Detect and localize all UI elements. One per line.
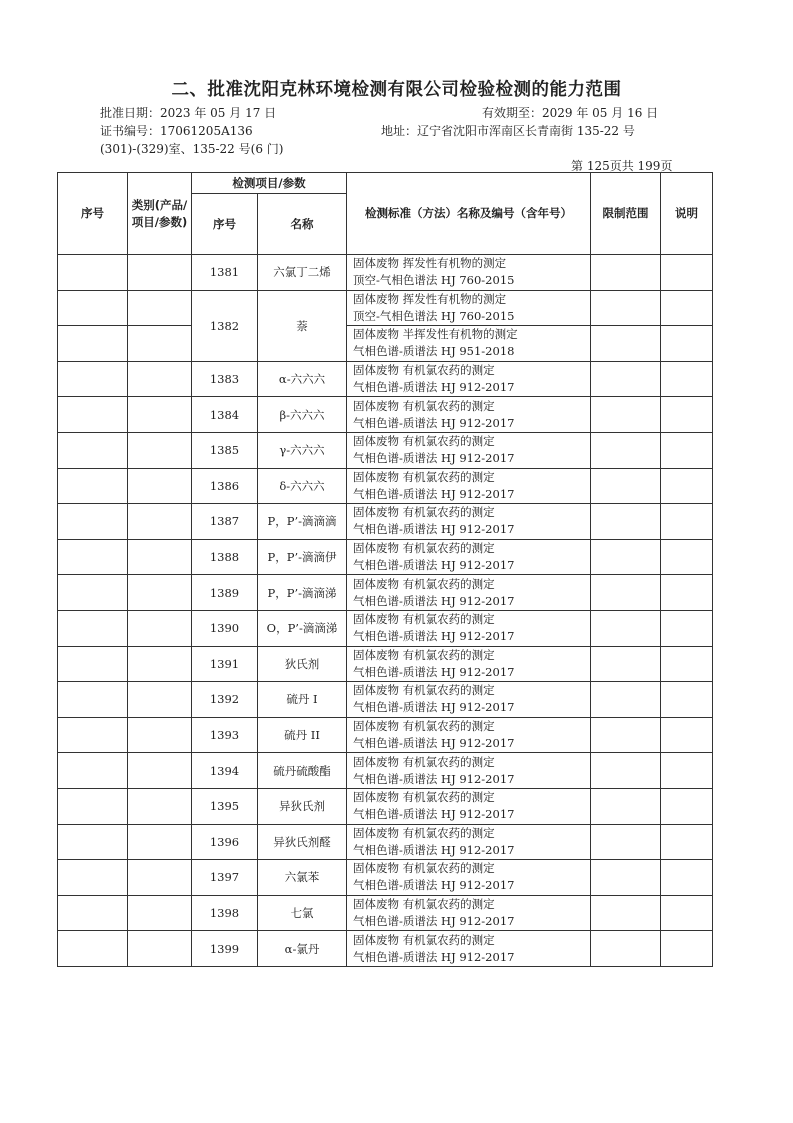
cell-note [661,539,713,575]
cell-standard [347,290,591,326]
cell-standard [347,824,591,860]
cell-standard [347,468,591,504]
cell-note [661,753,713,789]
cell-seq [58,788,128,824]
cell-limit [591,468,661,504]
cell-category [128,326,192,362]
cell-category [128,610,192,646]
standard-line: 固体废物 有机氯农药的测定 [353,363,495,378]
cell-category [128,255,192,291]
cell-item-no: 1397 [192,860,258,896]
header-item-seq: 序号 [192,194,258,255]
cell-limit [591,931,661,967]
cell-item-no: 1381 [192,255,258,291]
cell-note [661,468,713,504]
cell-note [661,361,713,397]
standard-line: 气相色谱-质谱法 HJ 912-2017 [353,949,515,964]
cell-standard [347,895,591,931]
table-row [58,468,713,504]
cell-standard [347,361,591,397]
cell-item-name: β-六六六 [258,397,347,433]
cell-category [128,788,192,824]
cell-note [661,504,713,540]
cell-category [128,290,192,326]
standard-line: 气相色谱-质谱法 HJ 912-2017 [353,522,515,537]
header-limit: 限制范围 [591,173,661,255]
cell-item-no: 1383 [192,361,258,397]
approval-date: 批准日期：2023 年 05 月 17 日 [100,106,277,120]
cell-item-no: 1389 [192,575,258,611]
standard-line: 固体废物 有机氯农药的测定 [353,469,495,484]
cell-limit [591,610,661,646]
cell-category [128,824,192,860]
cell-note [661,432,713,468]
header-seq: 序号 [58,173,128,255]
table-row [58,788,713,824]
cell-item-no: 1386 [192,468,258,504]
cell-note [661,860,713,896]
table-row [58,255,713,291]
table-row [58,397,713,433]
cell-note [661,290,713,326]
cell-standard [347,432,591,468]
cell-item-no: 1392 [192,682,258,718]
cell-item-name: γ-六六六 [258,432,347,468]
standard-line: 气相色谱-质谱法 HJ 912-2017 [353,736,515,751]
standard-line: 固体废物 挥发性有机物的测定 [353,291,507,306]
cell-item-no: 1393 [192,717,258,753]
standard-line: 气相色谱-质谱法 HJ 912-2017 [353,913,515,928]
cell-category [128,432,192,468]
header-category: 类别(产品/项目/参数) [128,173,192,255]
cell-category [128,682,192,718]
cell-item-name: 狄氏剂 [258,646,347,682]
cell-item-name: δ-六六六 [258,468,347,504]
cell-standard [347,397,591,433]
cell-category [128,646,192,682]
table-row [58,610,713,646]
cell-limit [591,895,661,931]
standard-line: 气相色谱-质谱法 HJ 951-2018 [353,344,515,359]
cell-seq [58,504,128,540]
table-row [58,860,713,896]
page-info: 第 125页共 199页 [571,159,673,173]
header-item-name: 名称 [258,194,347,255]
cell-item-no: 1396 [192,824,258,860]
table-row [58,717,713,753]
cell-item-name: α-氯丹 [258,931,347,967]
cell-item-name: 六氯丁二烯 [258,255,347,291]
cell-limit [591,575,661,611]
cell-category [128,468,192,504]
cell-note [661,717,713,753]
cell-note [661,610,713,646]
cell-seq [58,397,128,433]
cell-limit [591,646,661,682]
address: 地址：辽宁省沈阳市浑南区长青南街 135-22 号 [381,124,635,138]
cell-item-name: 六氯苯 [258,860,347,896]
cell-seq [58,717,128,753]
cell-category [128,931,192,967]
table-row [58,539,713,575]
cell-seq [58,255,128,291]
cell-limit [591,788,661,824]
cell-category [128,575,192,611]
cell-note [661,326,713,362]
header-note: 说明 [661,173,713,255]
cell-seq [58,610,128,646]
standard-line: 固体废物 有机氯农药的测定 [353,434,495,449]
cell-seq [58,361,128,397]
cell-seq [58,432,128,468]
cell-item-no: 1398 [192,895,258,931]
standard-line: 固体废物 有机氯农药的测定 [353,861,495,876]
cell-limit [591,326,661,362]
cell-item-name: 异狄氏剂 [258,788,347,824]
standard-line: 气相色谱-质谱法 HJ 912-2017 [353,842,515,857]
cell-seq [58,824,128,860]
cell-item-no: 1394 [192,753,258,789]
cell-item-no: 1382 [192,290,258,361]
standard-line: 固体废物 有机氯农药的测定 [353,647,495,662]
standard-line: 固体废物 有机氯农药的测定 [353,896,495,911]
standard-line: 固体废物 有机氯农药的测定 [353,932,495,947]
cell-category [128,753,192,789]
cell-limit [591,860,661,896]
standard-line: 顶空-气相色谱法 HJ 760-2015 [353,273,515,288]
cell-note [661,397,713,433]
cell-note [661,575,713,611]
table-row [58,931,713,967]
standard-line: 固体废物 挥发性有机物的测定 [353,256,507,271]
cell-standard [347,860,591,896]
cell-limit [591,824,661,860]
cell-limit [591,753,661,789]
standard-line: 固体废物 有机氯农药的测定 [353,719,495,734]
cell-category [128,397,192,433]
cell-seq [58,290,128,326]
header-item-group: 检测项目/参数 [192,173,347,194]
cell-standard [347,610,591,646]
standard-line: 固体废物 半挥发性有机物的测定 [353,327,518,342]
cell-seq [58,895,128,931]
cell-category [128,504,192,540]
address-continued: (301)-(329)室、135-22 号(6 门) [100,142,284,156]
cell-standard [347,646,591,682]
standard-line: 固体废物 有机氯农药的测定 [353,754,495,769]
cell-seq [58,931,128,967]
cell-standard [347,255,591,291]
cell-item-name: 异狄氏剂醛 [258,824,347,860]
standard-line: 气相色谱-质谱法 HJ 912-2017 [353,664,515,679]
cell-item-name: P，P’-滴滴滴 [258,504,347,540]
standard-line: 气相色谱-质谱法 HJ 912-2017 [353,771,515,786]
cell-limit [591,432,661,468]
cell-item-name: P，P’-滴滴涕 [258,575,347,611]
cell-limit [591,361,661,397]
cell-note [661,255,713,291]
cell-item-name: 硫丹 I [258,682,347,718]
cell-limit [591,290,661,326]
cell-item-no: 1388 [192,539,258,575]
standard-line: 气相色谱-质谱法 HJ 912-2017 [353,415,515,430]
cell-item-name: 硫丹 II [258,717,347,753]
standard-line: 气相色谱-质谱法 HJ 912-2017 [353,807,515,822]
cell-item-no: 1387 [192,504,258,540]
table-row [58,646,713,682]
cell-item-name: O，P’-滴滴涕 [258,610,347,646]
cell-limit [591,397,661,433]
valid-until: 有效期至：2029 年 05 月 16 日 [482,106,659,120]
standard-line: 气相色谱-质谱法 HJ 912-2017 [353,629,515,644]
cell-category [128,539,192,575]
standard-line: 气相色谱-质谱法 HJ 912-2017 [353,451,515,466]
cell-item-name: 萘 [258,290,347,361]
cell-item-no: 1391 [192,646,258,682]
standard-line: 气相色谱-质谱法 HJ 912-2017 [353,380,515,395]
cell-standard [347,717,591,753]
cell-item-no: 1399 [192,931,258,967]
cell-standard [347,326,591,362]
standard-line: 气相色谱-质谱法 HJ 912-2017 [353,486,515,501]
table-row [58,504,713,540]
standard-line: 固体废物 有机氯农药的测定 [353,505,495,520]
cell-standard [347,504,591,540]
cell-seq [58,326,128,362]
cell-seq [58,646,128,682]
cell-standard [347,539,591,575]
standard-line: 固体废物 有机氯农药的测定 [353,683,495,698]
cell-item-no: 1385 [192,432,258,468]
page-title: 二、批准沈阳克林环境检测有限公司检验检测的能力范围 [171,80,622,100]
cell-seq [58,860,128,896]
table-row [58,326,713,362]
cell-seq [58,753,128,789]
cell-standard [347,788,591,824]
cell-standard [347,575,591,611]
cell-category [128,361,192,397]
table-row [58,753,713,789]
cell-seq [58,575,128,611]
table-row [58,290,713,326]
cell-item-name: 七氯 [258,895,347,931]
cell-seq [58,682,128,718]
cell-item-name: α-六六六 [258,361,347,397]
cell-limit [591,682,661,718]
standard-line: 固体废物 有机氯农药的测定 [353,790,495,805]
standard-line: 固体废物 有机氯农药的测定 [353,398,495,413]
cell-note [661,824,713,860]
standard-line: 气相色谱-质谱法 HJ 912-2017 [353,558,515,573]
standard-line: 顶空-气相色谱法 HJ 760-2015 [353,308,515,323]
standard-line: 气相色谱-质谱法 HJ 912-2017 [353,700,515,715]
table-row [58,575,713,611]
header-standard: 检测标准（方法）名称及编号（含年号） [347,173,591,255]
cell-item-no: 1395 [192,788,258,824]
cell-item-name: P，P’-滴滴伊 [258,539,347,575]
cell-limit [591,504,661,540]
standard-line: 固体废物 有机氯农药的测定 [353,541,495,556]
table-row [58,432,713,468]
cell-seq [58,468,128,504]
cell-note [661,788,713,824]
cell-standard [347,753,591,789]
cell-seq [58,539,128,575]
table-body [58,255,713,967]
cell-category [128,717,192,753]
cell-standard [347,931,591,967]
cell-note [661,931,713,967]
cell-item-name: 硫丹硫酸酯 [258,753,347,789]
cell-standard [347,682,591,718]
table-row [58,895,713,931]
cell-limit [591,539,661,575]
standard-line: 固体废物 有机氯农药的测定 [353,825,495,840]
cell-category [128,860,192,896]
cell-item-no: 1390 [192,610,258,646]
table-row [58,824,713,860]
cell-category [128,895,192,931]
cell-item-no: 1384 [192,397,258,433]
standard-line: 固体废物 有机氯农药的测定 [353,612,495,627]
capability-table [57,172,713,967]
cell-limit [591,255,661,291]
standard-line: 固体废物 有机氯农药的测定 [353,576,495,591]
cell-note [661,646,713,682]
table-row [58,361,713,397]
cell-limit [591,717,661,753]
cert-number: 证书编号：17061205A136 [100,124,253,138]
table-row [58,682,713,718]
standard-line: 气相色谱-质谱法 HJ 912-2017 [353,878,515,893]
standard-line: 气相色谱-质谱法 HJ 912-2017 [353,593,515,608]
cell-note [661,682,713,718]
cell-note [661,895,713,931]
